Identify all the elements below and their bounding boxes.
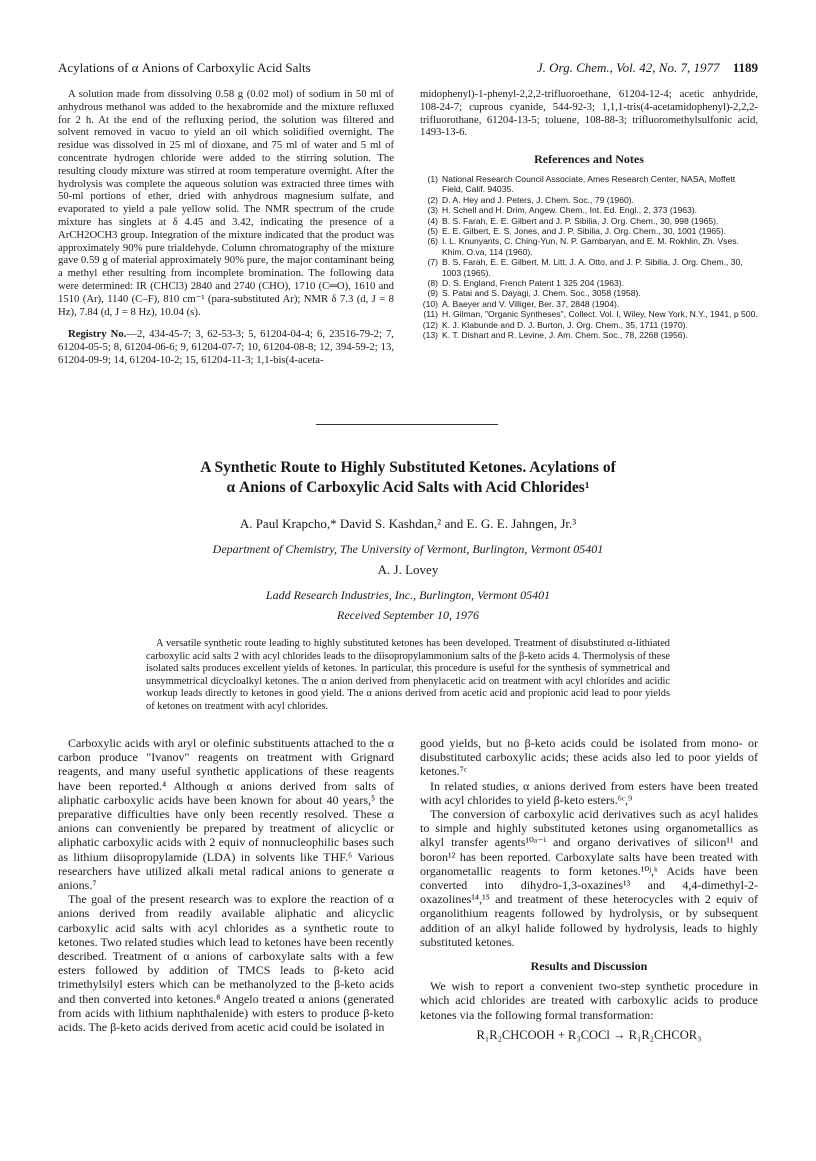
body-paragraph: In related studies, α anions derived from esters have been treated with acyl chlorides to yield β-keto esters.⁶ᶜ,⁹	[420, 778, 758, 807]
page-number: 1189	[732, 60, 758, 75]
reference-item	[420, 205, 758, 215]
reference-number: (6)	[427, 236, 438, 247]
registry-label: Registry No.	[68, 328, 127, 341]
reference-item	[420, 216, 758, 226]
registry-continuation: midophenyl)-1-phenyl-2,2,2-trifluoroethane, 61204-12-4; acetic anhydride, 108-24-7; cuprous cyanide, 544-92-3; 1,1,1-tris(4-acetamidophenyl)-2,2,2-trifluorothane, 61204-13-5; toluene, 108-88-3; trifluoromethylsulfonic acid, 1493-13-6.	[420, 88, 758, 139]
article-title	[58, 458, 758, 498]
reference-item	[420, 195, 758, 205]
reference-number: (7)	[427, 257, 438, 268]
article-title-line-2: α Anions of Carboxylic Acid Salts with Acid Chlorides¹	[226, 479, 590, 496]
second-affiliation: Ladd Research Industries, Inc., Burlington, Vermont 05401	[265, 588, 551, 602]
section-divider	[316, 424, 498, 425]
reference-number: (2)	[427, 194, 438, 205]
reference-number: (5)	[427, 226, 438, 237]
reference-item	[420, 320, 758, 330]
reference-text: B. S. Farah, E. E. Gilbert, M. Litt, J. A. Otto, and J. P. Sibilia, J. Org. Chem., 30, 1003 (1965).	[442, 257, 743, 278]
reference-item	[420, 257, 758, 278]
affiliation: Department of Chemistry, The University of Vermont, Burlington, Vermont 05401	[212, 542, 604, 556]
reference-number: (9)	[427, 288, 438, 299]
reference-number: (13)	[422, 330, 438, 341]
experimental-paragraph: A solution made from dissolving 0.58 g (0.02 mol) of sodium in 50 ml of anhydrous methanol was added to the hexabromide and the mixture refluxed for 2 h. At the end of the refluxing period, the solution was filtered and solvent removed in vacuo to yield an oil which solidified overnight. The residue was dissolved in 25 ml of dioxane, and 75 ml of water and 5 ml of concentrate hydrogen chloride were added to the stirring solution. The resulting cloudy mixture was stirred at room temperature overnight. After the hydrolysis was complete the aqueous solution was extracted three times with 50-ml portions of ether, dried with anhydrous magnesium sulfate, and evaporated to yield a pale yellow solid. The NMR spectrum of the crude mixture has singlets at δ 4.45 and 3.42, indicating the presence of a ArCH2OCH3 group. Integration of the mixture indicated that the product was approximately 90% pure trialdehyde. Column chromatography of the mixture gave 0.59 g of material approximately 90% pure, the major contaminant being a methyl ether resulting from incomplete bromination. The following data were determined: IR (CHCl3) 2840 and 2740 (CHO), 1710 (C═O), 1610 and 1510 (Ar), 1140 (C–F), 810 cm⁻¹ (para-substituted Ar); NMR δ 7.3 (d, J = 8 Hz), 7.84 (d, J = 8 Hz), 10.04 (s).	[58, 88, 394, 318]
reference-item	[420, 299, 758, 309]
authors: A. Paul Krapcho,* David S. Kashdan,² and E. G. E. Jahngen, Jr.³	[239, 516, 577, 531]
body-paragraph: Carboxylic acids with aryl or olefinic substituents attached to the α carbon produce "Ivanov" reagents on treatment with Grignard reagents, and many useful synthetic applications of these reagents have been reported.⁴ Although α anions derived from salts of aliphatic carboxylic acids have been known for about 40 years,⁵ the preparative difficulties have only been recently resolved. These α anions can conveniently be prepared by treatment of alicyclic or aliphatic carboxylic acids with 2 equiv of nonnucleophilic bases such as lithium diisopropylamide (LDA) in solvents like THF.⁶ Various researchers have utilized alkali metal radical anions to generate α anions.⁷	[58, 736, 394, 893]
results-heading: Results and Discussion	[530, 959, 648, 974]
reference-item	[420, 278, 758, 288]
reference-text: D. S. England, French Patent 1 325 204 (1963).	[442, 278, 625, 289]
experimental-column-right	[420, 88, 758, 340]
second-author: A. J. Lovey	[377, 562, 439, 577]
body-paragraph: We wish to report a convenient two-step synthetic procedure in which acid chlorides are treated with carboxylic acids to produce ketones via the following formal transformation:	[420, 979, 758, 1022]
reference-item	[420, 174, 758, 195]
reference-text: S. Patai and S. Dayagi, J. Chem. Soc., 3058 (1958).	[442, 288, 641, 299]
body-column-right	[420, 736, 758, 1042]
reference-text: H. Schell and H. Drim, Angew. Chem., Int. Ed. Engl., 2, 373 (1963).	[442, 205, 698, 216]
reference-item	[420, 226, 758, 236]
reference-item	[420, 330, 758, 340]
reference-text: National Research Council Associate, Ames Research Center, NASA, Moffett Field, Calif. 94035.	[442, 173, 736, 195]
abstract: A versatile synthetic route leading to highly substituted ketones has been developed. Treatment of disubstituted α-lithiated carboxylic acid salts 2 with acyl chlorides leads to the diisopropylammonium salts of the β-keto acids 4. Thermolysis of these isolated salts produces excellent yields of ketones. In particular, this procedure is useful for the synthesis of symmetrical and unsymmetrical dicycloalkyl ketones. The α anion derived from phenylacetic acid on treatment with acyl chlorides and acidic workup leads directly to ketones in good yield. The α anions derived from acetic acid and propionic acid lead to poor yields of ketones on treatment with acyl chlorides.	[146, 638, 670, 712]
reference-text: I. L. Knunyants, C. Ching-Yun, N. P. Gambaryan, and E. M. Rokhlin, Zh. Vses. Khim. O.va, 114 (1960).	[442, 236, 739, 257]
reference-text: H. Gilman, "Organic Syntheses", Collect. Vol. I, Wiley, New York, N.Y., 1941, p 500.	[442, 309, 758, 320]
running-title: Acylations of α Anions of Carboxylic Acid Salts	[58, 60, 311, 75]
body-paragraph: The goal of the present research was to explore the reaction of α anions derived from readily available aliphatic and alicyclic carboxylic acid salts with acyl chlorides as a synthetic route to ketones. Two related studies which lead to ketones have been recently described. Treatment of α anions of carboxylate salts with a few esters followed by addition of TMCS leads to β-keto acid trimethylsilyl esters which can be methanolyzed to the β-keto acids and then converted into ketones.⁸ Angelo treated α anions (generated from acids with lithium naphthalenide) with esters to produce β-keto acids. The β-keto acids derived from acetic acid could be isolated in	[58, 892, 394, 1035]
body-paragraph: good yields, but no β-keto acids could be isolated from mono- or disubstituted carboxylic acids; these acids also led to poor yields of ketones.⁷ᶜ	[420, 736, 758, 779]
article-title-line-1: A Synthetic Route to Highly Substituted Ketones. Acylations of	[200, 459, 616, 476]
reference-number: (4)	[427, 215, 438, 226]
reference-number: (3)	[427, 205, 438, 216]
reference-text: D. A. Hey and J. Peters, J. Chem. Soc., 79 (1960).	[442, 194, 635, 205]
registry-text: —2, 434-45-7; 3, 62-53-3; 5, 61204-04-4; 6, 23516-79-2; 7, 61204-05-5; 8, 61204-06-6; 9, 61204-07-7; 10, 61204-08-8; 12, 394-59-2; 13, 61204-09-9; 14, 61204-10-2; 15, 61204-11-3; 1,1-bis(4-aceta-	[58, 328, 394, 366]
experimental-column-left	[58, 88, 394, 367]
journal-citation	[537, 60, 758, 76]
reference-text: B. S. Farah, E. E. Gilbert and J. P. Sibilia, J. Org. Chem., 30, 998 (1965).	[442, 215, 719, 226]
running-header	[58, 60, 758, 76]
reference-number: (11)	[423, 309, 438, 320]
reference-text: K. T. Dishart and R. Levine, J. Am. Chem. Soc., 78, 2268 (1956).	[442, 330, 688, 341]
reference-number: (12)	[422, 319, 438, 330]
reference-number: (10)	[422, 298, 438, 309]
reference-text: A. Baeyer and V. Villiger, Ber. 37, 2848 (1904).	[442, 298, 620, 309]
references-list	[420, 174, 758, 341]
reference-number: (8)	[427, 278, 438, 289]
reference-number: (1)	[427, 173, 438, 184]
journal-name: J. Org. Chem., Vol. 42, No. 7, 1977	[536, 60, 720, 75]
references-heading: References and Notes	[534, 152, 644, 167]
reference-item	[420, 288, 758, 298]
reference-text: E. E. Gilbert, E. S. Jones, and J. P. Sibilia, J. Org. Chem., 30, 1001 (1965).	[442, 226, 727, 237]
reference-item	[420, 236, 758, 257]
body-paragraph: The conversion of carboxylic acid derivatives such as acyl halides to simple and highly substituted ketones using organometallics as alkyl transfer agents¹⁰ᵃ⁻ⁱ and organo derivatives of silicon¹¹ and boron¹² has been reported. Carboxylate salts have been treated with organometallic reagents to form ketones.¹⁰ʲ,ᵏ Acids have been converted into dihydro-1,3-oxazines¹³ and 4,4-dimethyl-2-oxazolines¹⁴,¹⁵ and treatment of these heterocycles with 2 equiv of organolithium reagents followed by hydrolysis, or by subsequent addition of an alkyl halide followed by hydrolysis, leads to highly substituted ketones.	[420, 807, 758, 949]
received-date: Received September 10, 1976	[337, 608, 479, 622]
body-column-left	[58, 736, 394, 1034]
registry-numbers	[58, 328, 394, 366]
reaction-equation: R₁R₂CHCOOH + R₃COCl → R₁R₂CHCOR₃	[476, 1027, 702, 1042]
reference-item	[420, 309, 758, 319]
reference-text: K. J. Klabunde and D. J. Burton, J. Org. Chem., 35, 1711 (1970).	[442, 319, 688, 330]
